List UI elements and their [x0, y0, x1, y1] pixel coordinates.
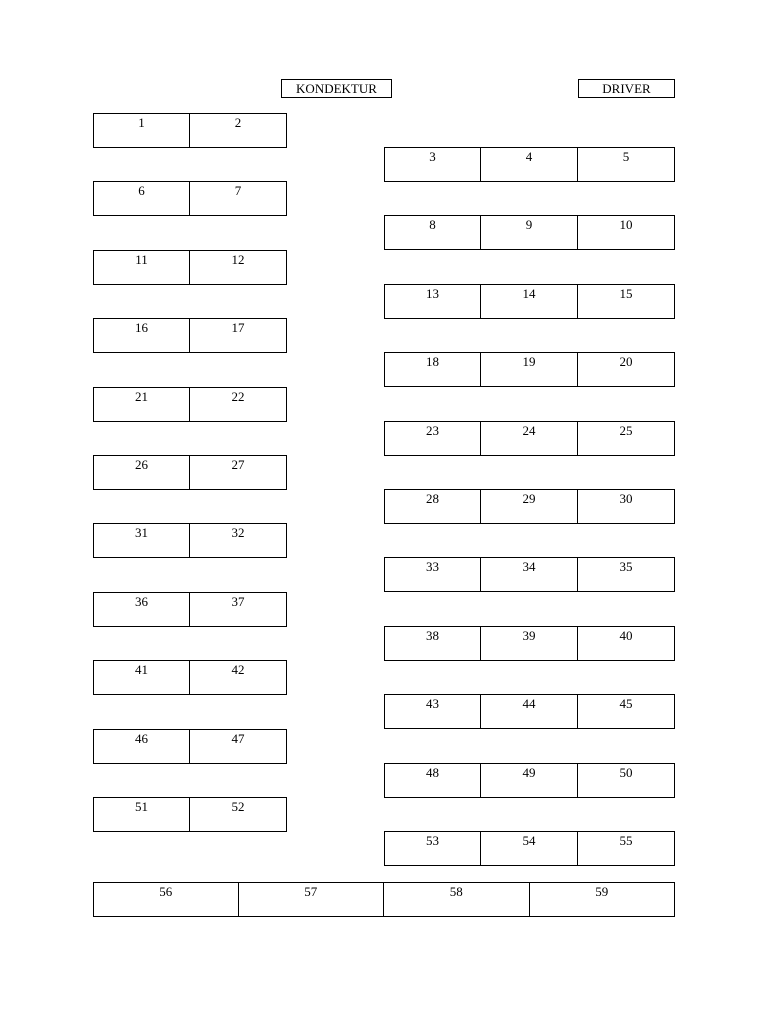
seat[interactable]: 22 — [190, 387, 287, 422]
seat-row — [384, 831, 675, 866]
seat[interactable]: 58 — [384, 882, 530, 917]
seat-row — [93, 181, 287, 216]
seat[interactable]: 12 — [190, 250, 287, 285]
seat-row — [93, 250, 287, 285]
seat-row — [93, 387, 287, 422]
seat-row — [93, 113, 287, 148]
seat[interactable]: 38 — [384, 626, 481, 661]
seat-row — [93, 523, 287, 558]
seat[interactable]: 48 — [384, 763, 481, 798]
seat[interactable]: 53 — [384, 831, 481, 866]
seat[interactable]: 59 — [530, 882, 676, 917]
seat[interactable]: 33 — [384, 557, 481, 592]
conductor-label: KONDEKTUR — [281, 79, 392, 98]
seat[interactable]: 8 — [384, 215, 481, 250]
seat[interactable]: 4 — [481, 147, 578, 182]
seat[interactable]: 7 — [190, 181, 287, 216]
seat-row — [384, 489, 675, 524]
seat[interactable]: 40 — [578, 626, 675, 661]
seat[interactable]: 1 — [93, 113, 190, 148]
seat-row — [384, 284, 675, 319]
seat[interactable]: 28 — [384, 489, 481, 524]
seat-row — [93, 882, 675, 917]
seat-row — [384, 352, 675, 387]
driver-label: DRIVER — [578, 79, 675, 98]
seat[interactable]: 55 — [578, 831, 675, 866]
seat[interactable]: 20 — [578, 352, 675, 387]
seat[interactable]: 16 — [93, 318, 190, 353]
seat[interactable]: 25 — [578, 421, 675, 456]
seat-row — [93, 455, 287, 490]
seat[interactable]: 42 — [190, 660, 287, 695]
seat[interactable]: 32 — [190, 523, 287, 558]
seat[interactable]: 37 — [190, 592, 287, 627]
seat[interactable]: 11 — [93, 250, 190, 285]
seat-row — [384, 694, 675, 729]
seat-row — [384, 557, 675, 592]
seat-row — [93, 318, 287, 353]
seat[interactable]: 46 — [93, 729, 190, 764]
seat[interactable]: 27 — [190, 455, 287, 490]
seat[interactable]: 54 — [481, 831, 578, 866]
seat-row — [384, 626, 675, 661]
seat[interactable]: 50 — [578, 763, 675, 798]
seat[interactable]: 2 — [190, 113, 287, 148]
seat-row — [93, 660, 287, 695]
seat[interactable]: 35 — [578, 557, 675, 592]
seat[interactable]: 26 — [93, 455, 190, 490]
seat[interactable]: 24 — [481, 421, 578, 456]
seat[interactable]: 34 — [481, 557, 578, 592]
seat[interactable]: 14 — [481, 284, 578, 319]
seat[interactable]: 49 — [481, 763, 578, 798]
seat[interactable]: 3 — [384, 147, 481, 182]
seat[interactable]: 31 — [93, 523, 190, 558]
seat[interactable]: 39 — [481, 626, 578, 661]
seat[interactable]: 23 — [384, 421, 481, 456]
seat[interactable]: 56 — [93, 882, 239, 917]
seat[interactable]: 9 — [481, 215, 578, 250]
seat[interactable]: 6 — [93, 181, 190, 216]
seat[interactable]: 47 — [190, 729, 287, 764]
seat[interactable]: 52 — [190, 797, 287, 832]
seat-row — [93, 729, 287, 764]
seat[interactable]: 19 — [481, 352, 578, 387]
seat[interactable]: 57 — [239, 882, 385, 917]
seat[interactable]: 15 — [578, 284, 675, 319]
seat-row — [384, 215, 675, 250]
seat[interactable]: 44 — [481, 694, 578, 729]
seat-row — [384, 147, 675, 182]
seat-row — [93, 797, 287, 832]
seat[interactable]: 13 — [384, 284, 481, 319]
seat[interactable]: 36 — [93, 592, 190, 627]
seat[interactable]: 5 — [578, 147, 675, 182]
seat[interactable]: 43 — [384, 694, 481, 729]
seat[interactable]: 41 — [93, 660, 190, 695]
seat[interactable]: 29 — [481, 489, 578, 524]
seat[interactable]: 45 — [578, 694, 675, 729]
seat[interactable]: 51 — [93, 797, 190, 832]
seat[interactable]: 21 — [93, 387, 190, 422]
seat-row — [384, 763, 675, 798]
seat[interactable]: 10 — [578, 215, 675, 250]
seat[interactable]: 17 — [190, 318, 287, 353]
seat[interactable]: 18 — [384, 352, 481, 387]
seat[interactable]: 30 — [578, 489, 675, 524]
seat-row — [93, 592, 287, 627]
seat-row — [384, 421, 675, 456]
